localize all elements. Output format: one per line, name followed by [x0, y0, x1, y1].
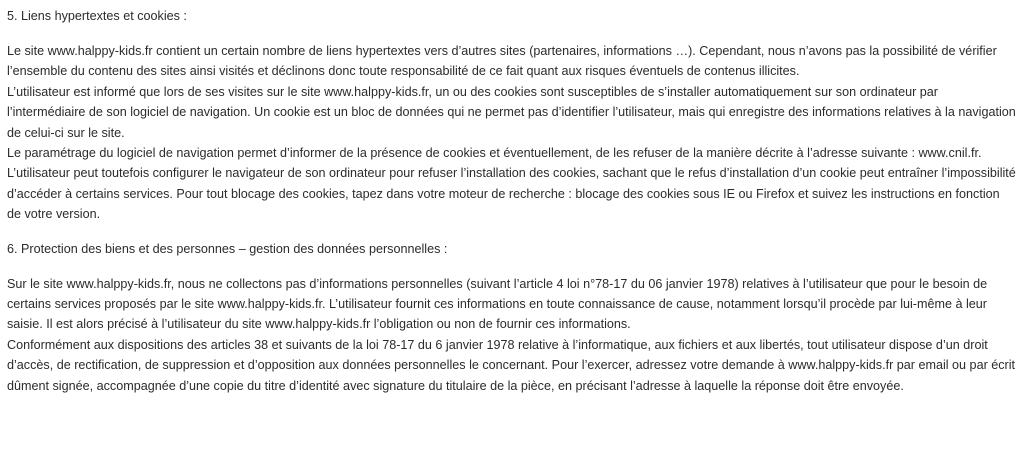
section-data-protection [7, 239, 1016, 396]
spacer [7, 259, 1016, 274]
paragraph: Le paramétrage du logiciel de navigation permet d’informer de la présence de cookies et éventuellement, de les refuser de la manière décrite à l’adresse suivante : www.cnil.fr. L’utilisateur peut toutefois configurer le navigateur de son ordinateur pour refuser l’installation des cookies, sachant que le refus d’installation d’un cookie peut entraîner l’impossibilité d’accéder à certains services. Pour tout blocage des cookies, tapez dans votre moteur de recherche : blocage des cookies sous IE ou Firefox et suivez les instructions en fonction de votre version. [7, 146, 1016, 222]
spacer [7, 225, 1016, 239]
spacer [7, 26, 1016, 41]
section-title: 5. Liens hypertextes et cookies : [7, 9, 187, 23]
paragraph: Le site www.halppy-kids.fr contient un certain nombre de liens hypertextes vers d’autres sites (partenaires, informations …). Cependant, nous n’avons pas la possibilité de vérifier l’ensemble du contenu des sites ainsi visités et déclinons donc toute responsabilité de ce fait quant aux risques éventuels de contenus illicites. [7, 44, 997, 79]
paragraph: Sur le site www.halppy-kids.fr, nous ne collectons pas d’informations personnelles (suivant l’article 4 loi n°78-17 du 06 janvier 1978) relatives à l’utilisateur que pour le besoin de certains services proposés par le site www.halppy-kids.fr. L’utilisateur fournit ces informations en toute connaissance de cause, notamment lorsqu’il procède par lui-même à leur saisie. Il est alors précisé à l’utilisateur du site www.halppy-kids.fr l’obligation ou non de fournir ces informations. [7, 276, 988, 332]
paragraph: Conformément aux dispositions des articles 38 et suivants de la loi 78-17 du 6 janvier 1978 relative à l’informatique, aux fichiers et aux libertés, tout utilisateur dispose d’un droit d’accès, de rectification, de suppression et d’opposition aux données personnelles le concernant. Pour l’exercer, adressez votre demande à www.halppy-kids.fr par email ou par écrit dûment signée, accompagnée d’une copie du titre d’identité avec signature du titulaire de la pièce, en précisant l’adresse à laquelle la réponse doit être envoyée. [7, 337, 1016, 393]
paragraph: L’utilisateur est informé que lors de ses visites sur le site www.halppy-kids.fr, un ou des cookies sont susceptibles de s’installer automatiquement sur son ordinateur par l’intermédiaire de son logiciel de navigation. Un cookie est un bloc de données qui ne permet pas d’identifier l’utilisateur, mais qui enregistre des informations relatives à la navigation de celui-ci sur le site. [7, 84, 1016, 140]
section-cookies [7, 6, 1016, 225]
section-title: 6. Protection des biens et des personnes – gestion des données personnelles : [7, 241, 448, 256]
